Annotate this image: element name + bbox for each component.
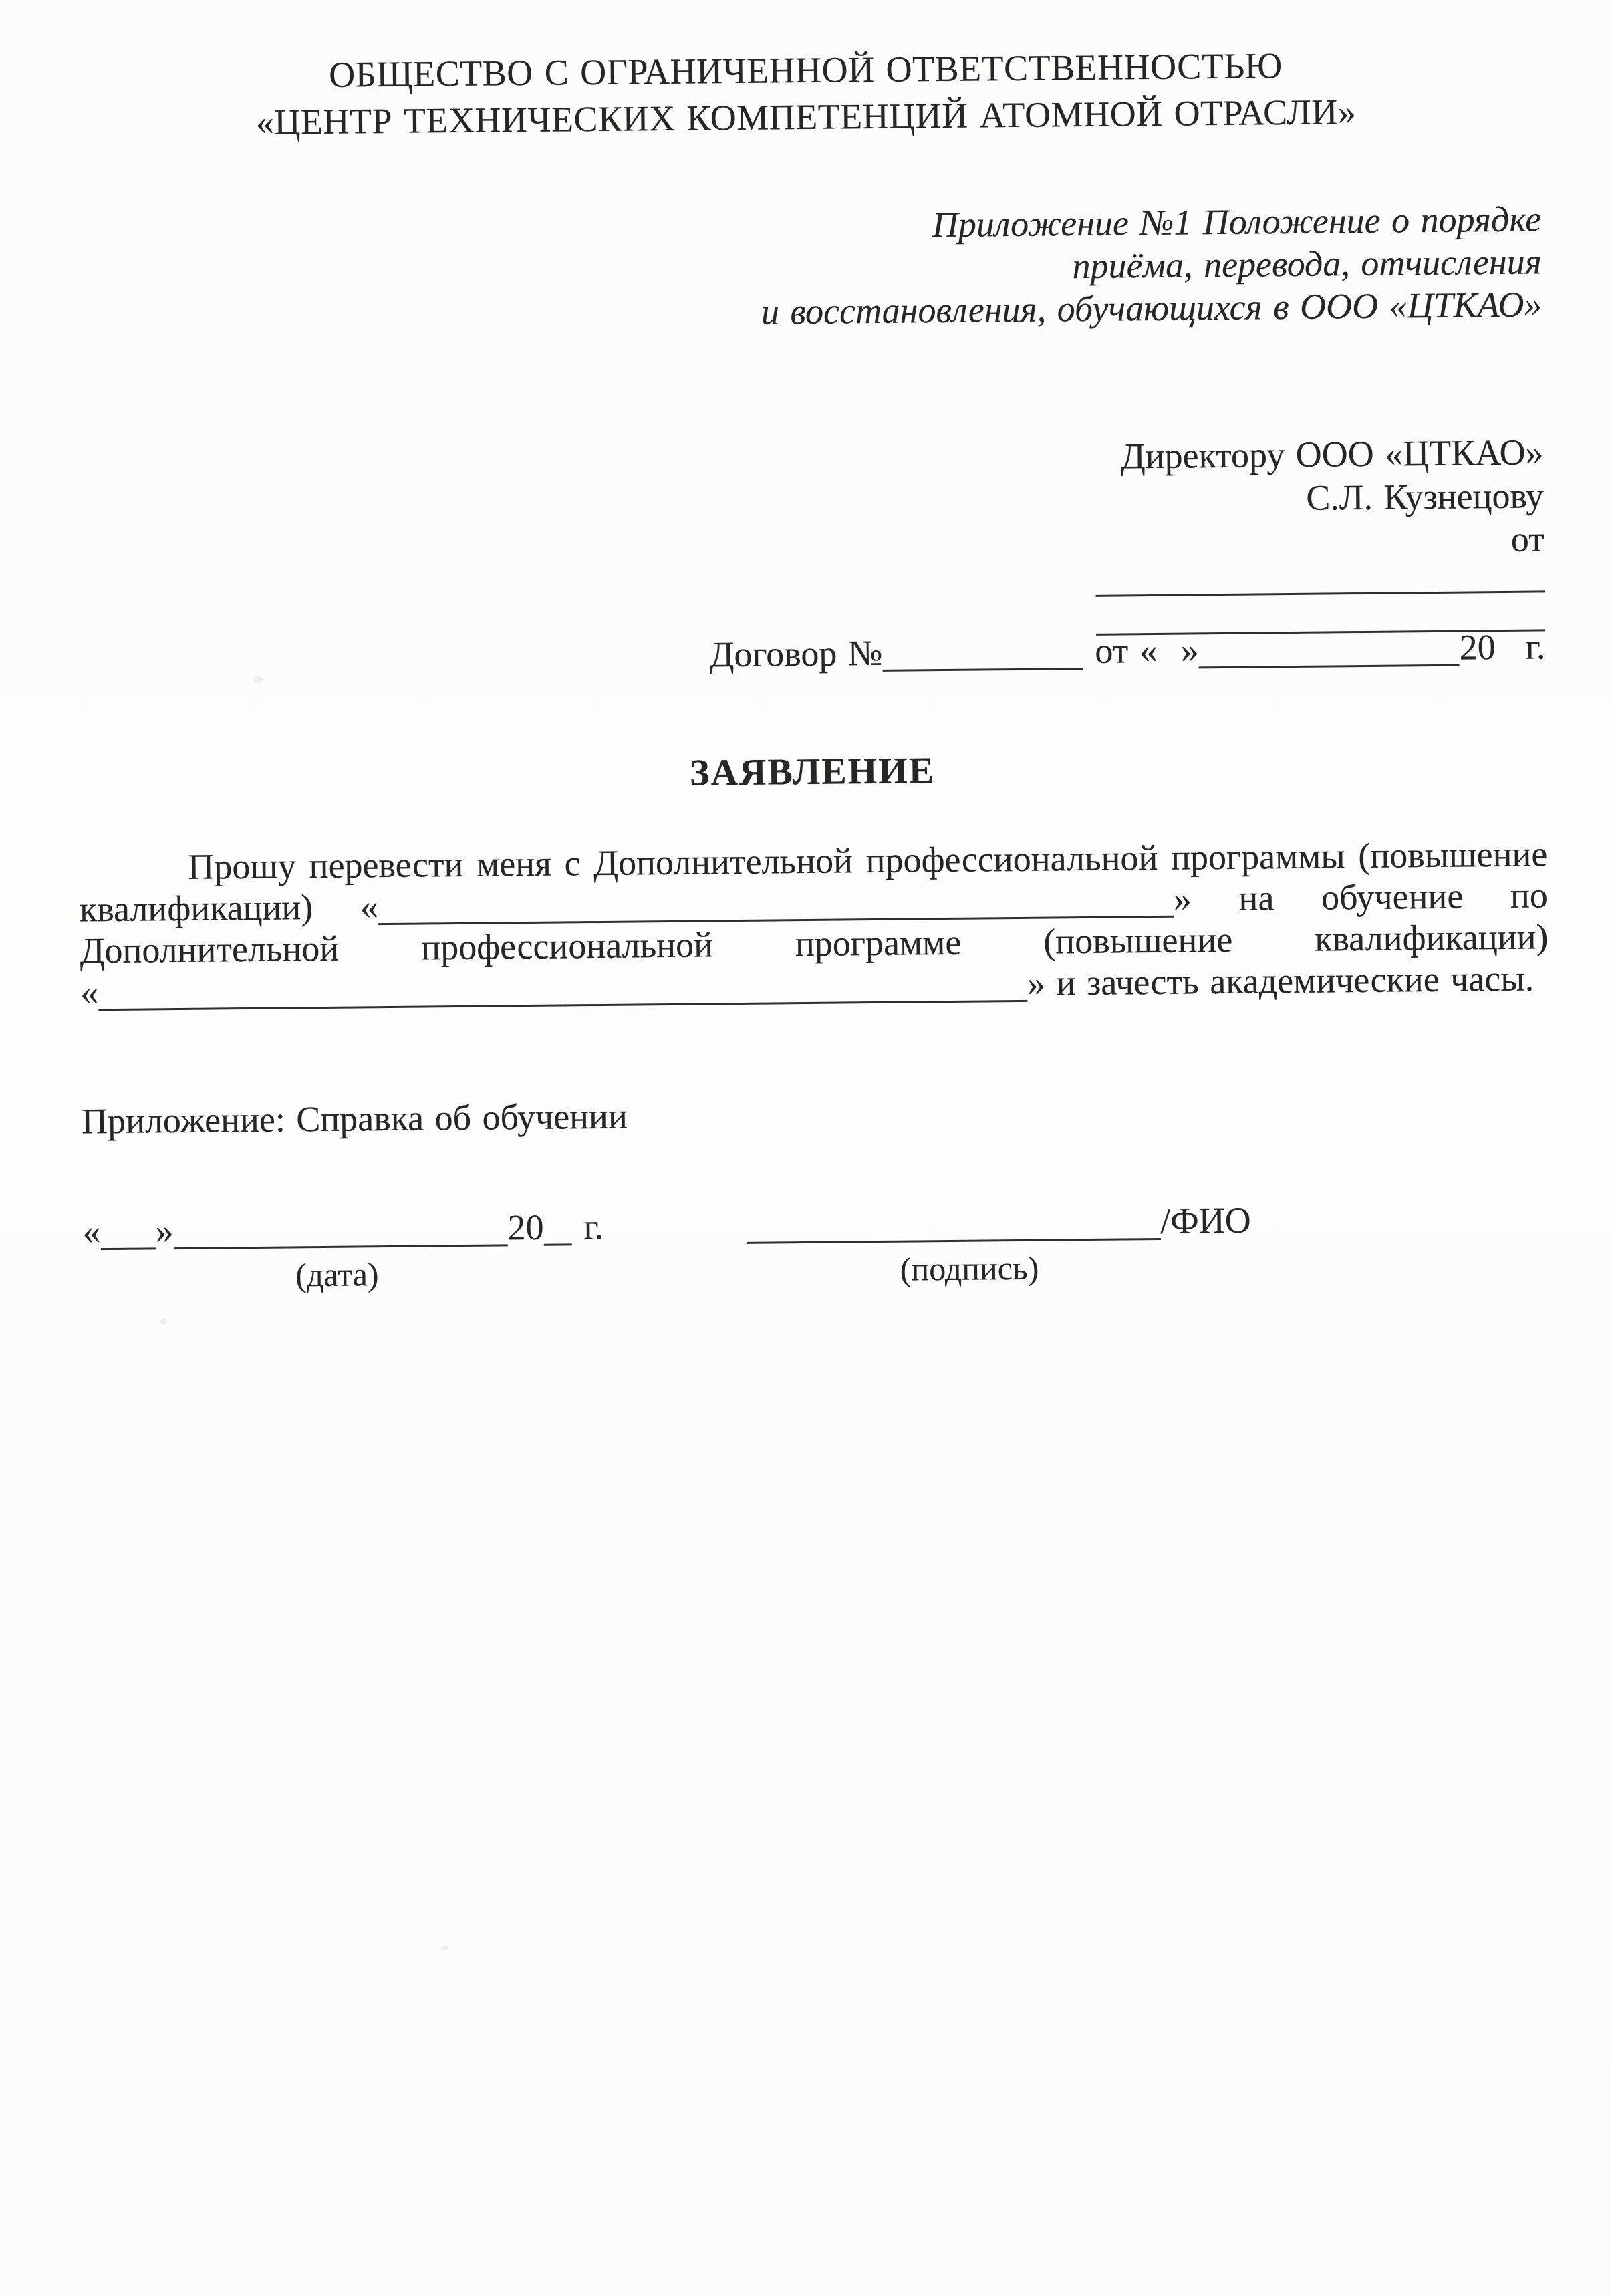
date-line — [82, 1205, 603, 1253]
date-block — [82, 1205, 604, 1296]
contract-date-close-quote: » — [1180, 630, 1200, 670]
annex-note — [73, 197, 1542, 340]
date-close-quote: » — [155, 1210, 174, 1251]
request-paragraph — [79, 833, 1549, 1013]
paragraph-line4-prefix: « — [80, 972, 99, 1013]
date-year-suffix: г. — [583, 1206, 604, 1247]
scan-speck — [160, 1318, 167, 1325]
date-day-blank — [101, 1246, 156, 1250]
program-to-blank — [98, 999, 1027, 1011]
annex-note-line2: приёма, перевода, отчисления — [1072, 241, 1542, 287]
contract-date-blank — [1199, 663, 1460, 669]
signature-caption: (подпись) — [900, 1249, 1039, 1288]
signature-line — [746, 1199, 1251, 1247]
org-name-line1: ОБЩЕСТВО С ОГРАНИЧЕННОЙ ОТВЕТСТВЕННОСТЬЮ — [328, 45, 1283, 95]
date-month-blank — [174, 1243, 508, 1249]
contract-year-suffix: г. — [1525, 626, 1546, 667]
paragraph-line-1: Прошу перевести меня с Дополнительной профессиональной программы (повышение — [188, 834, 1548, 887]
paragraph-line2-prefix: квалификации) « — [79, 886, 379, 930]
contract-number-blank — [883, 666, 1083, 672]
org-header — [72, 39, 1540, 147]
attachment-line: Приложение: Справка об обучении — [81, 1096, 628, 1142]
contract-label: Договор № — [709, 632, 883, 675]
paragraph-line-3: Дополнительной профессиональной программе (повышение квалификации) — [80, 916, 1549, 971]
applicant-name-blank-line — [1096, 590, 1545, 596]
signature-blank — [746, 1237, 1160, 1244]
document-content — [0, 39, 1610, 1297]
signature-block — [746, 1199, 1252, 1290]
contract-date-prefix: от « — [1095, 630, 1158, 671]
addressee-name: С.Л. Кузнецову — [1306, 475, 1545, 518]
contract-year-prefix: 20 — [1459, 627, 1496, 668]
date-caption: (дата) — [295, 1255, 379, 1294]
fio-label: /ФИО — [1160, 1200, 1252, 1241]
date-open-quote: « — [82, 1211, 101, 1252]
org-name-line2: «ЦЕНТР ТЕХНИЧЕСКИХ КОМПЕТЕНЦИЙ АТОМНОЙ ОТРАСЛИ» — [255, 92, 1357, 142]
paragraph-line2-suffix: » на обучение по — [1173, 875, 1549, 919]
scan-speck — [441, 1945, 449, 1950]
signature-row — [82, 1196, 1551, 1296]
annex-note-line1: Приложение №1 Положение о порядке — [932, 199, 1542, 245]
document-title: ЗАЯВЛЕНИЕ — [689, 750, 936, 794]
date-year-blank — [544, 1242, 572, 1245]
paragraph-line4-suffix: » и зачесть академические часы. — [1027, 958, 1534, 1003]
addressee-block — [75, 430, 1545, 575]
contract-number-line — [77, 623, 1546, 684]
addressee-director: Директору ООО «ЦТКАО» — [1120, 432, 1544, 477]
annex-note-line3: и восстановления, обучающихся в ООО «ЦТКАО» — [761, 284, 1542, 332]
date-year-prefix: 20 — [507, 1206, 544, 1248]
addressee-from-label: от — [1510, 519, 1545, 559]
